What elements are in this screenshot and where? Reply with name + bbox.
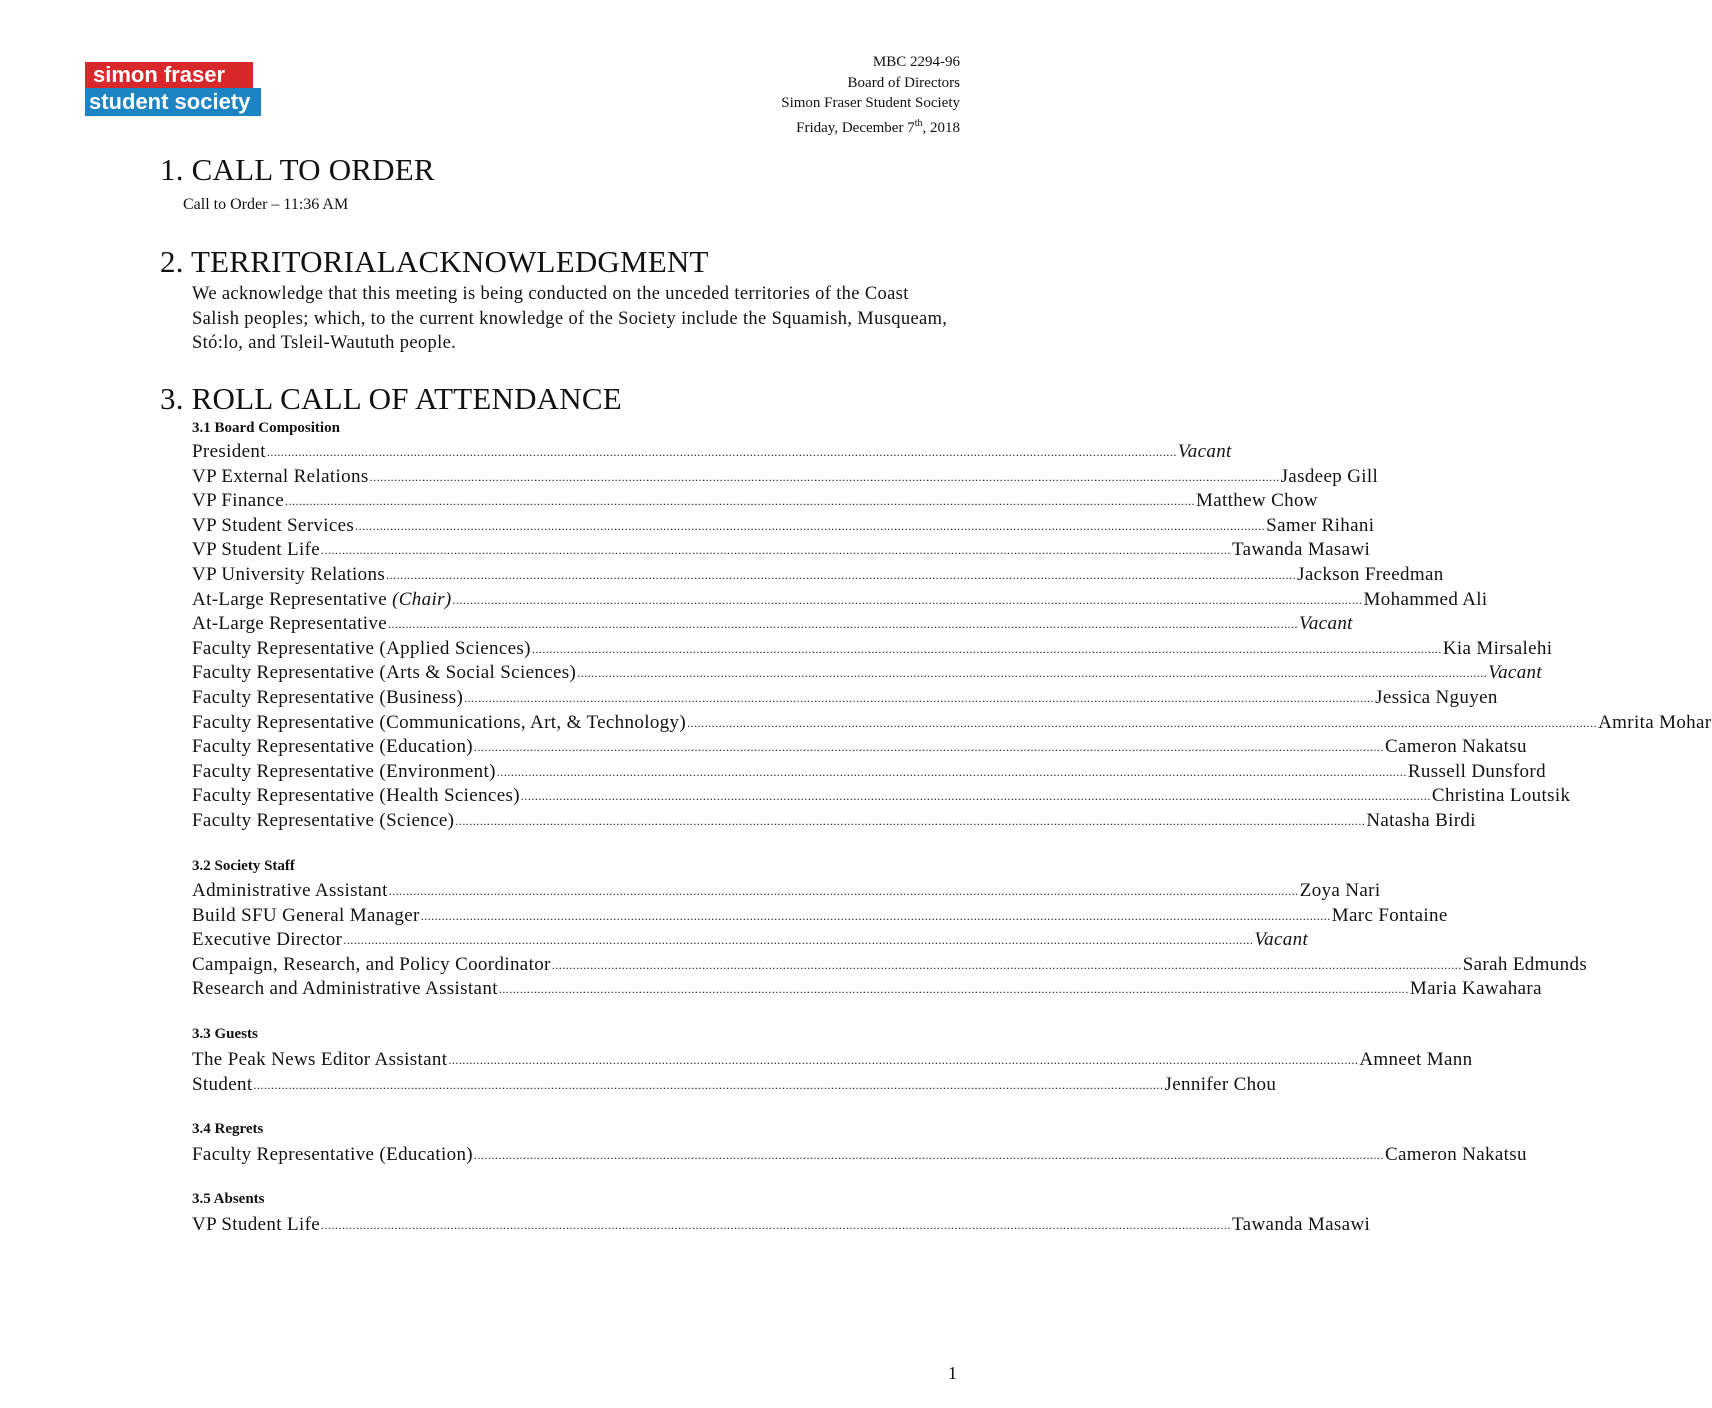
dot-leader: ....................................................................................................................................................................................................................................................................: [452, 592, 1363, 607]
attendance-row: [192, 489, 1318, 513]
dot-leader: ....................................................................................................................................................................................................................................................................: [386, 568, 1297, 582]
member-name: Christina Loutsik: [1431, 785, 1571, 807]
doc-id: MBC 2294-96: [872, 54, 960, 70]
section-3-title: 3. ROLL CALL OF ATTENDANCE: [160, 381, 622, 416]
attendance-row: [192, 711, 1712, 735]
attendance-row: [192, 612, 1353, 636]
role-label: Faculty Representative (Arts & Social Sciences): [192, 662, 577, 684]
sfss-logo: [85, 62, 261, 116]
member-name: Tawanda Masawi: [1232, 1214, 1371, 1235]
dot-leader: ....................................................................................................................................................................................................................................................................: [266, 445, 1177, 459]
member-name: Vacant: [1488, 662, 1543, 684]
member-name: Tawanda Masawi: [1232, 539, 1371, 561]
role-label: Faculty Representative (Education): [192, 736, 473, 758]
member-name: Kia Mirsalehi: [1442, 637, 1553, 659]
role-label: Faculty Representative (Health Sciences): [192, 785, 520, 807]
member-name: Amrita Mohar: [1598, 711, 1712, 733]
role-label: At-Large Representative: [192, 613, 387, 635]
attendance-row: [192, 538, 1371, 562]
member-name: Sarah Edmunds: [1462, 953, 1588, 975]
organization: Simon Fraser Student Society: [781, 95, 960, 111]
role-label: Build SFU General Manager: [192, 904, 420, 926]
dot-leader: ....................................................................................................................................................................................................................................................................: [496, 764, 1407, 779]
member-name: Maria Kawahara: [1409, 978, 1542, 999]
role-label: Faculty Representative (Environment): [192, 760, 496, 782]
member-name: Matthew Chow: [1195, 490, 1318, 512]
member-name: Marc Fontaine: [1331, 904, 1448, 926]
attendance-row: [192, 735, 1527, 759]
member-name: Jackson Freedman: [1297, 564, 1444, 585]
attendance-row: [192, 879, 1381, 903]
dot-leader: ....................................................................................................................................................................................................................................................................: [551, 957, 1462, 972]
role-label: Executive Director: [192, 929, 343, 950]
attendance-row: [192, 784, 1571, 808]
attendance-row: [192, 637, 1553, 661]
dot-leader: ....................................................................................................................................................................................................................................................................: [687, 715, 1598, 730]
attendance-row: [192, 588, 1488, 612]
attendance-row: [192, 1213, 1371, 1237]
member-name: Natasha Birdi: [1366, 810, 1476, 831]
role-label: Faculty Representative (Applied Sciences): [192, 637, 531, 659]
subsection-heading-regrets: 3.4 Regrets: [192, 1121, 264, 1137]
dot-leader: ....................................................................................................................................................................................................................................................................: [388, 884, 1299, 898]
role-label: VP Student Life: [192, 539, 321, 561]
subsection-heading-board: 3.1 Board Composition: [192, 420, 340, 436]
role-label: VP Student Life: [192, 1214, 321, 1235]
territorial-acknowledgment-text: We acknowledge that this meeting is being conducted on the unceded territories of the Coast Salish peoples; which, to the current knowledge of the Society include the Squamish, Musqueam, Stó:lo, and Tsleil-Waututh people.: [192, 284, 948, 353]
role-label: Faculty Representative (Education): [192, 1144, 473, 1165]
dot-leader: ....................................................................................................................................................................................................................................................................: [473, 1148, 1384, 1162]
attendance-row: [192, 440, 1232, 464]
logo-line-1: simon fraser: [85, 62, 253, 88]
meeting-body: Board of Directors: [847, 74, 960, 91]
dot-leader: ....................................................................................................................................................................................................................................................................: [464, 691, 1375, 705]
role-label: VP Finance: [192, 490, 284, 512]
dot-leader: ....................................................................................................................................................................................................................................................................: [498, 982, 1409, 996]
attendance-row: [192, 809, 1476, 833]
dot-leader: ....................................................................................................................................................................................................................................................................: [473, 740, 1384, 755]
dot-leader: ....................................................................................................................................................................................................................................................................: [355, 518, 1266, 533]
attendance-row: [192, 928, 1309, 952]
document-header: [781, 52, 960, 138]
dot-leader: ....................................................................................................................................................................................................................................................................: [321, 543, 1232, 558]
role-label: The Peak News Editor Assistant: [192, 1049, 448, 1070]
attendance-row: [192, 760, 1546, 784]
role-label: VP External Relations: [192, 465, 369, 487]
dot-leader: ....................................................................................................................................................................................................................................................................: [448, 1053, 1359, 1067]
role-label: Faculty Representative (Science): [192, 810, 455, 831]
subsection-heading-guests: 3.3 Guests: [192, 1026, 258, 1042]
member-name: Cameron Nakatsu: [1384, 736, 1527, 758]
role-label: Research and Administrative Assistant: [192, 978, 498, 999]
member-name: Amneet Mann: [1359, 1049, 1473, 1070]
role-label: Faculty Representative (Communications, Art, & Technology): [192, 711, 687, 733]
member-name: Vacant: [1177, 441, 1232, 462]
logo-line-2: student society: [85, 88, 261, 116]
subsection-heading-absents: 3.5 Absents: [192, 1191, 265, 1207]
attendance-row: [192, 1143, 1527, 1167]
member-name: Mohammed Ali: [1363, 588, 1488, 610]
attendance-row: [192, 1048, 1473, 1072]
attendance-row: [192, 514, 1375, 538]
role-label: Campaign, Research, and Policy Coordinator: [192, 953, 551, 975]
attendance-row: [192, 563, 1444, 587]
role-label: Student: [192, 1073, 253, 1095]
section-2-title: 2. TERRITORIALACKNOWLEDGMENT: [160, 244, 709, 279]
attendance-row: [192, 904, 1448, 928]
dot-leader: ....................................................................................................................................................................................................................................................................: [531, 641, 1442, 656]
member-name: Jessica Nguyen: [1375, 687, 1498, 708]
dot-leader: ....................................................................................................................................................................................................................................................................: [577, 666, 1488, 681]
attendance-row: [192, 686, 1498, 710]
subsection-heading-staff: 3.2 Society Staff: [192, 858, 295, 874]
role-label: President: [192, 441, 266, 462]
call-to-order-text: Call to Order – 11:36 AM: [183, 196, 349, 213]
member-name: Zoya Nari: [1299, 880, 1381, 901]
dot-leader: ....................................................................................................................................................................................................................................................................: [343, 933, 1254, 947]
member-name: Vacant: [1254, 929, 1309, 950]
page-number: 1: [948, 1363, 957, 1383]
dot-leader: ....................................................................................................................................................................................................................................................................: [284, 494, 1195, 509]
attendance-row: [192, 465, 1379, 489]
chair-note: (Chair): [392, 588, 452, 610]
dot-leader: ....................................................................................................................................................................................................................................................................: [387, 617, 1298, 632]
member-name: Russell Dunsford: [1407, 760, 1546, 782]
member-name: Jennifer Chou: [1164, 1073, 1277, 1095]
dot-leader: ....................................................................................................................................................................................................................................................................: [520, 789, 1431, 804]
attendance-row: [192, 1073, 1277, 1097]
member-name: Cameron Nakatsu: [1384, 1144, 1527, 1165]
meeting-date: Friday, December 7th, 2018: [796, 117, 960, 136]
dot-leader: ....................................................................................................................................................................................................................................................................: [420, 908, 1331, 923]
role-label: Administrative Assistant: [192, 880, 388, 901]
member-name: Jasdeep Gill: [1280, 465, 1379, 487]
dot-leader: ....................................................................................................................................................................................................................................................................: [369, 469, 1280, 484]
dot-leader: ....................................................................................................................................................................................................................................................................: [321, 1218, 1232, 1232]
attendance-row: [192, 977, 1542, 1001]
role-label: VP University Relations: [192, 564, 386, 585]
attendance-row: [192, 661, 1543, 685]
member-name: Samer Rihani: [1266, 514, 1375, 536]
attendance-row: [192, 953, 1588, 977]
dot-leader: ....................................................................................................................................................................................................................................................................: [455, 814, 1366, 828]
role-label: Faculty Representative (Business): [192, 687, 464, 708]
role-label: VP Student Services: [192, 514, 355, 536]
dot-leader: ....................................................................................................................................................................................................................................................................: [253, 1077, 1164, 1092]
section-1-title: 1. CALL TO ORDER: [160, 152, 435, 187]
role-label: At-Large Representative (Chair): [192, 588, 452, 610]
member-name: Vacant: [1298, 613, 1353, 635]
